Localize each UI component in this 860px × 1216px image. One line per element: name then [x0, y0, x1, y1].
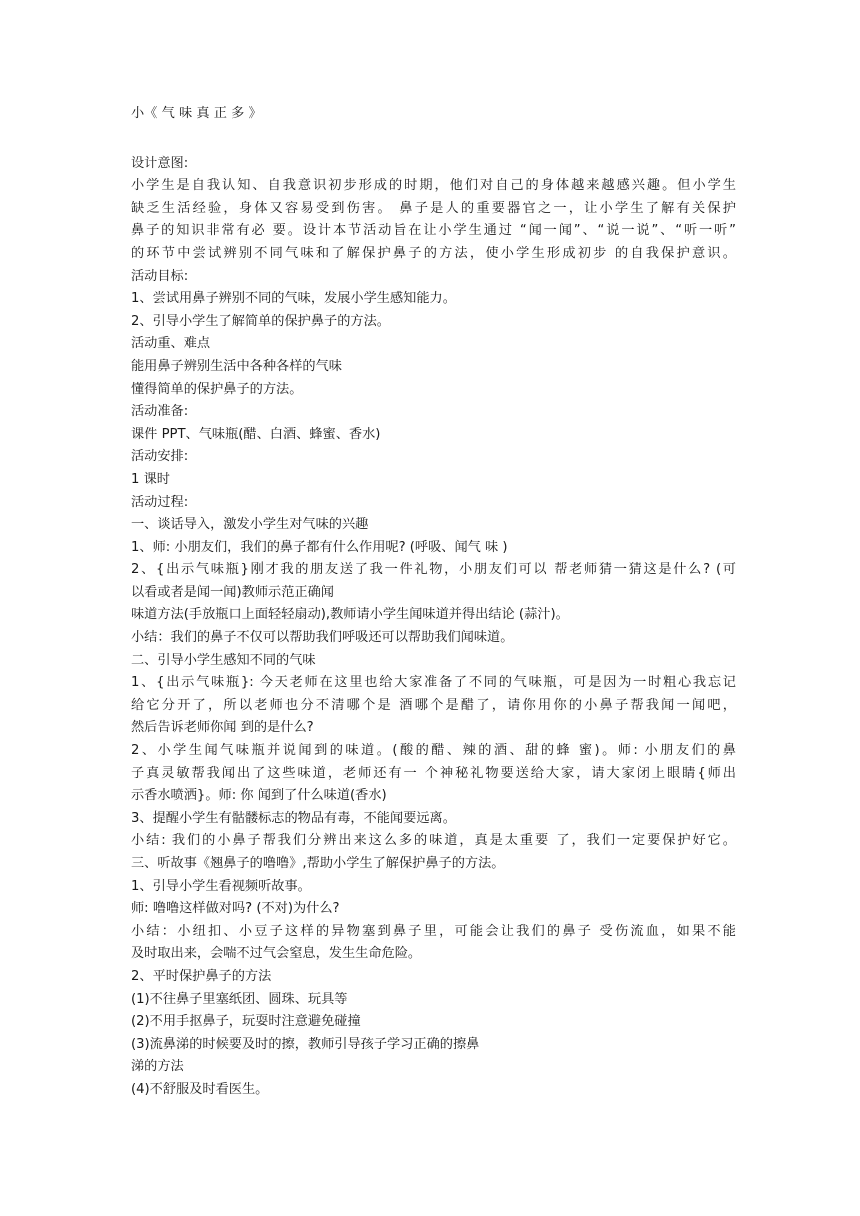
text-line: 2、平时保护鼻子的方法 — [131, 968, 272, 984]
text-line: (1)不往鼻子里塞纸团、圆珠、玩具等 — [131, 991, 348, 1007]
text-line: 懂得简单的保护鼻子的方法。 — [131, 381, 303, 397]
document-lines — [131, 153, 736, 1102]
text-line: 2、小学生闻气味瓶并说闻到的味道。(酸的醋、辣的酒、甜的蜂 蜜)。师: 小朋友们的鼻 — [131, 743, 736, 759]
text-line: 课件 PPT、气味瓶(醋、白酒、蜂蜜、香水) — [131, 426, 381, 442]
text-line: 活动重、难点 — [131, 336, 211, 352]
text-line: 1、{出示气味瓶}: 今天老师在这里也给大家准备了不同的气味瓶，可是因为一时粗心我忘记 — [131, 675, 736, 691]
text-line: 二、引导小学生感知不同的气味 — [131, 652, 316, 668]
text-line: 1、尝试用鼻子辨别不同的气味，发展小学生感知能力。 — [131, 291, 456, 307]
text-line: 1 课时 — [131, 471, 170, 487]
text-line: 2、引导小学生了解简单的保护鼻子的方法。 — [131, 313, 390, 329]
text-line: 能用鼻子辨别生活中各种各样的气味 — [131, 358, 342, 374]
text-line: 活动目标: — [131, 268, 189, 284]
document-title: 小《 气 味 真 正 多 》 — [131, 106, 262, 121]
text-line: 设计意图: — [131, 155, 189, 171]
text-line: 小结: 我们的小鼻子帮我们分辨出来这么多的味道，真是太重要 了，我们一定要保护好它。 — [131, 833, 736, 849]
document-body — [131, 103, 736, 1102]
text-line: 及时取出来，会喘不过气会窒息，发生生命危险。 — [131, 946, 422, 962]
text-line: 涕的方法 — [131, 1059, 184, 1075]
text-line: 以看或者是闻一闻)教师示范正确闻 — [131, 584, 334, 600]
text-line: 2、{出示气味瓶}刚才我的朋友送了我一件礼物，小朋友们可以 帮老师猜一猜这是什么? (可 — [131, 562, 736, 578]
text-line: 3、提醒小学生有骷髅标志的物品有毒，不能闻要远离。 — [131, 810, 456, 826]
text-line: 子真灵敏帮我闻出了这些味道，老师还有一 个神秘礼物要送给大家，请大家闭上眼睛{师出 — [131, 765, 736, 781]
text-line: 小学生是自我认知、自我意识初步形成的时期，他们对自己的身体越来越感兴趣。但小学生 — [131, 178, 736, 194]
text-line: 的环节中尝试辨别不同气味和了解保护鼻子的方法，使小学生形成初步 的自我保护意识。 — [131, 245, 736, 261]
text-line: (3)流鼻涕的时候要及时的擦，教师引导孩子学习正确的擦鼻 — [131, 1036, 480, 1052]
text-line: 小结：我们的鼻子不仅可以帮助我们呼吸还可以帮助我们闻味道。 — [131, 630, 514, 646]
text-line: 1、师: 小朋友们，我们的鼻子都有什么作用呢? (呼吸、闻气 味 ) — [131, 539, 508, 555]
text-line: 鼻子的知识非常有必 要。设计本节活动旨在让小学生通过 “闻一闻”、“说一说”、“听一听” — [131, 223, 736, 239]
text-line: 小结：小纽扣、小豆子这样的异物塞到鼻子里，可能会让我们的鼻子 受伤流血，如果不能 — [131, 923, 736, 939]
text-line: 三、听故事《翘鼻子的噜噜》,帮助小学生了解保护鼻子的方法。 — [131, 856, 505, 871]
text-line: 示香水喷洒}。师: 你 闻到了什么味道(香水) — [131, 788, 387, 804]
text-line: 1、引导小学生看视频听故事。 — [131, 878, 311, 894]
text-line: 一、谈话导入，激发小学生对气味的兴趣 — [131, 517, 369, 533]
text-line: 活动过程: — [131, 494, 189, 510]
title-spacer — [131, 126, 736, 153]
text-line: 师: 噜噜这样做对吗? (不对)为什么? — [131, 901, 340, 917]
text-line: 然后告诉老师你闻 到的是什么? — [131, 720, 314, 736]
text-line: 味道方法(手放瓶口上面轻轻扇动),教师请小学生闻味道并得出结论 (蒜汁)。 — [131, 607, 569, 623]
text-line: (4)不舒服及时看医生。 — [131, 1081, 269, 1097]
text-line: (2)不用手抠鼻子，玩耍时注意避免碰撞 — [131, 1014, 361, 1030]
text-line: 给它分开了，所以老师也分不清哪个是 酒哪个是醋了，请你用你的小鼻子帮我闻一闻吧， — [131, 697, 736, 713]
text-line: 活动安排: — [131, 449, 189, 465]
text-line: 活动准备: — [131, 404, 189, 420]
text-line: 缺乏生活经验，身体又容易受到伤害。 鼻子是人的重要器官之一，让小学生了解有关保护 — [131, 200, 736, 216]
